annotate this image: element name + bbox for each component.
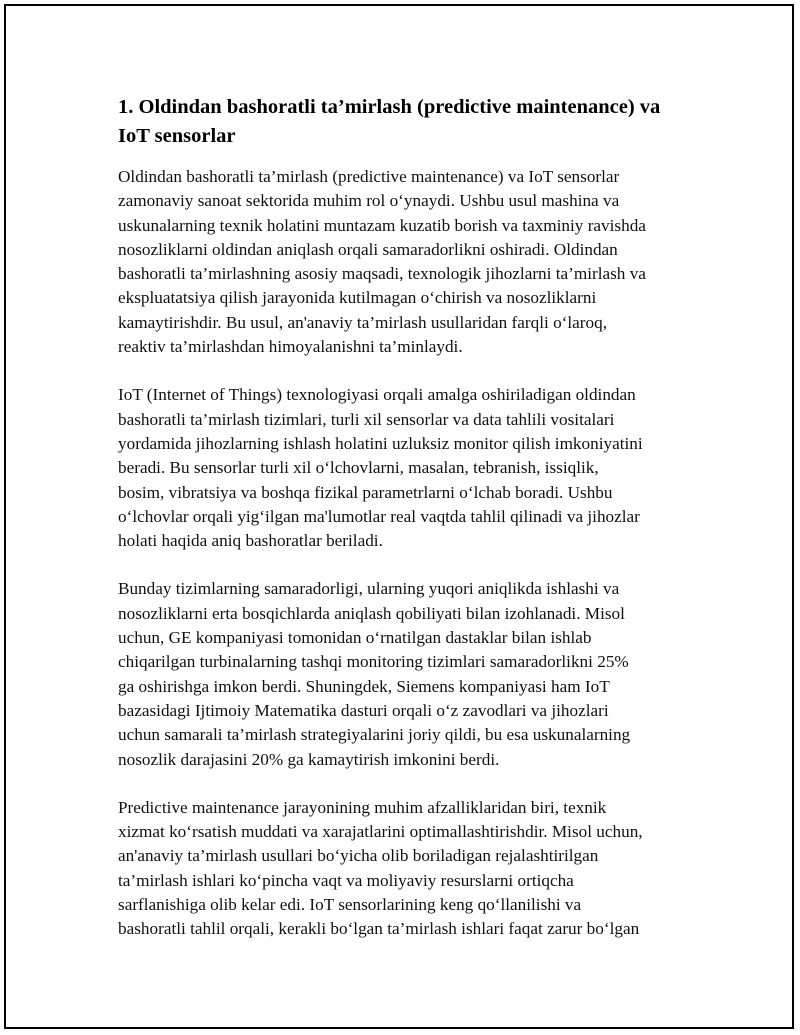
paragraph-efficiency-examples: Bunday tizimlarning samaradorligi, ularning yuqori aniqlikda ishlashi va nosozliklarni erta bosqichlarda aniqlash qobiliyati bilan izohlanadi. Misol uchun, GE kompaniyasi tomonidan o‘rnatilgan dastaklar bilan ishlab chiqarilgan turbinalarning tashqi monitoring tizimlari samaradorlikni 25% ga oshirishga imkon berdi. Shuningdek, Siemens kompaniyasi ham IoT bazasidagi Ijtimoiy Matematika dasturi orqali o‘z zavodlari va jihozlari uchun samarali ta’mirlash strategiyalarini joriy qildi, bu esa uskunalarning nosozlik darajasini 20% ga kamaytirish imkonini berdi. [118,579,631,769]
paragraph-predictive-maintenance-intro: Oldindan bashoratli ta’mirlash (predictive maintenance) va IoT sensorlar zamonaviy sanoat sektorida muhim rol o‘ynaydi. Ushbu usul mashina va uskunalarning texnik holatini muntazam kuzatib borish va taxminiy ravishda nosozliklarni oldindan aniqlash orqali samaradorlikni oshiradi. Oldindan bashoratli ta’mirlashning asosiy maqsadi, texnologik jihozlarni ta’mirlash va ekspluatatsiya qilish jarayonida kutilmagan o‘chirish va nosozliklarni kamaytirishdir. Bu usul, an'anaviy ta’mirlash usullaridan farqli o‘laroq, reaktiv ta’mirlashdan himoyalanishni ta’minlaydi. [118,167,646,357]
paragraph-advantages: Predictive maintenance jarayonining muhim afzalliklaridan biri, texnik xizmat ko‘rsatish muddati va xarajatlarini optimallashtirishdir. Misol uchun, an'anaviy ta’mirlash usullari bo‘yicha olib boriladigan rejalashtirilgan ta’mirlash ishlari ko‘pincha vaqt va moliyaviy resurslarni ortiqcha sarflanishiga olib kelar edi. IoT sensorlarining keng qo‘llanilishi va bashoratli tahlil orqali, kerakli bo‘lgan ta’mirlash ishlari faqat zarur bo‘lgan [118,797,643,939]
paragraph-iot-technology: IoT (Internet of Things) texnologiyasi orqali amalga oshiriladigan oldindan bashoratli ta’mirlash tizimlari, turli xil sensorlar va data tahlili vositalari yordamida jihozlarning ishlash holatini uzluksiz monitor qilish imkoniyatini beradi. Bu sensorlar turli xil o‘lchovlarni, masalan, tebranish, issiqlik, bosim, vibratsiya va boshqa fizikal parametrlarni o‘lchab boradi. Ushbu o‘lchovlar orqali yig‘ilgan ma'lumotlar real vaqtda tahlil qilinadi va jihozlar holati haqida aniq bashoratlar beriladi. [118,385,643,551]
section-heading: 1. Oldindan bashoratli ta’mirlash (predictive maintenance) va IoT sensorlar [118,96,661,147]
document-body [118,93,688,966]
